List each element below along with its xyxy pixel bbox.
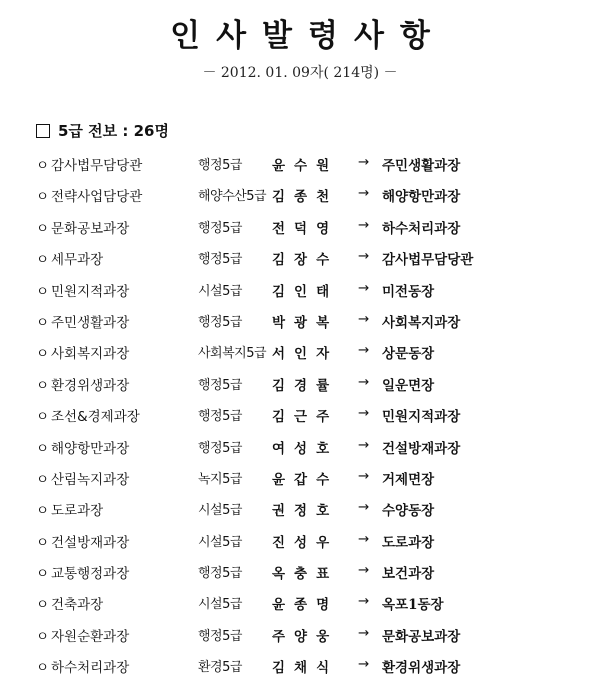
grade: 행정5급	[198, 314, 242, 330]
person-name: 김경률	[272, 377, 339, 394]
list-item	[36, 620, 596, 651]
bullet-icon: ㅇ	[36, 158, 50, 174]
list-item	[36, 400, 596, 431]
bullet-icon: ㅇ	[36, 566, 50, 583]
person-name: 옥충표	[272, 566, 339, 583]
arrow-icon: →	[358, 310, 370, 327]
arrow-icon: →	[358, 467, 370, 484]
person-name: 김장수	[272, 252, 339, 269]
bullet-icon: ㅇ	[36, 660, 50, 677]
new-post: 해양항만과장	[382, 189, 461, 206]
bullet-icon: ㅇ	[36, 471, 50, 488]
grade: 녹지5급	[198, 471, 242, 487]
bullet-icon: ㅇ	[36, 377, 50, 394]
person-name: 여성호	[272, 440, 339, 457]
arrow-icon: →	[358, 279, 370, 296]
person-name: 김인태	[272, 283, 339, 300]
previous-post: 감사법무담당관	[51, 158, 143, 174]
arrow-icon: →	[358, 216, 370, 233]
bullet-icon: ㅇ	[36, 314, 50, 331]
document-date: － 2012. 01. 09자( 214명) －	[202, 65, 398, 81]
previous-post: 주민생활과장	[51, 314, 130, 331]
person-name: 윤수원	[272, 158, 339, 174]
person-name: 김근주	[272, 409, 339, 426]
person-name: 서인자	[272, 346, 339, 363]
list-item	[36, 212, 596, 243]
section-label: 5급 전보 : 26명	[58, 122, 169, 140]
new-post: 일운면장	[382, 377, 435, 394]
bullet-icon: ㅇ	[36, 503, 50, 520]
person-name: 전덕영	[272, 220, 339, 237]
arrow-icon: →	[358, 248, 370, 265]
list-item	[36, 557, 596, 588]
new-post: 건설방재과장	[382, 440, 461, 457]
previous-post: 건설방재과장	[51, 534, 130, 551]
bullet-icon: ㅇ	[36, 628, 50, 645]
grade: 시설5급	[198, 534, 242, 550]
new-post: 주민생활과장	[382, 158, 461, 174]
new-post: 옥포1동장	[382, 597, 444, 614]
list-item	[36, 149, 596, 180]
person-name: 진성우	[272, 534, 339, 551]
list-item	[36, 369, 596, 400]
person-name: 박광복	[272, 314, 339, 331]
previous-post: 자원순환과장	[51, 628, 130, 645]
person-name: 김채식	[272, 660, 339, 677]
list-item	[36, 243, 596, 274]
list-item	[36, 463, 596, 494]
arrow-icon: →	[358, 530, 370, 547]
grade: 환경5급	[198, 660, 242, 676]
previous-post: 민원지적과장	[51, 283, 130, 300]
appointment-list	[36, 149, 596, 683]
list-item	[36, 180, 596, 211]
arrow-icon: →	[358, 405, 370, 422]
new-post: 환경위생과장	[382, 660, 461, 677]
bullet-icon: ㅇ	[36, 283, 50, 300]
previous-post: 전략사업담당관	[51, 189, 143, 206]
checkbox-icon	[36, 124, 50, 138]
new-post: 보건과장	[382, 566, 435, 583]
arrow-icon: →	[358, 624, 370, 641]
grade: 행정5급	[198, 566, 242, 582]
new-post: 거제면장	[382, 471, 435, 488]
arrow-icon: →	[358, 373, 370, 390]
previous-post: 문화공보과장	[51, 220, 130, 237]
grade: 시설5급	[198, 283, 242, 299]
list-item	[36, 651, 596, 682]
bullet-icon: ㅇ	[36, 409, 50, 426]
list-item	[36, 306, 596, 337]
previous-post: 조선&경제과장	[51, 409, 140, 426]
grade: 시설5급	[198, 597, 242, 613]
previous-post: 산림녹지과장	[51, 471, 130, 488]
previous-post: 하수처리과장	[51, 660, 130, 677]
new-post: 문화공보과장	[382, 628, 461, 645]
previous-post: 환경위생과장	[51, 377, 130, 394]
arrow-icon: →	[358, 436, 370, 453]
arrow-icon: →	[358, 185, 370, 202]
grade: 행정5급	[198, 440, 242, 456]
previous-post: 사회복지과장	[51, 346, 130, 363]
person-name: 김종천	[272, 189, 339, 206]
list-item	[36, 494, 596, 525]
grade: 행정5급	[198, 377, 242, 393]
list-item	[36, 432, 596, 463]
arrow-icon: →	[358, 562, 370, 579]
new-post: 수양동장	[382, 503, 435, 520]
bullet-icon: ㅇ	[36, 440, 50, 457]
new-post: 민원지적과장	[382, 409, 461, 426]
list-item	[36, 275, 596, 306]
new-post: 하수처리과장	[382, 220, 461, 237]
grade: 행정5급	[198, 252, 242, 268]
person-name: 윤종명	[272, 597, 339, 614]
grade: 해양수산5급	[198, 189, 267, 205]
grade: 행정5급	[198, 158, 242, 173]
new-post: 사회복지과장	[382, 314, 461, 331]
section-heading	[36, 120, 169, 141]
previous-post: 해양항만과장	[51, 440, 130, 457]
arrow-icon: →	[358, 499, 370, 516]
person-name: 권정호	[272, 503, 339, 520]
grade: 시설5급	[198, 503, 242, 519]
arrow-icon: →	[358, 154, 370, 170]
arrow-icon: →	[358, 342, 370, 359]
arrow-icon: →	[358, 593, 370, 610]
previous-post: 건축과장	[51, 597, 104, 614]
previous-post: 교통행정과장	[51, 566, 130, 583]
previous-post: 도로과장	[51, 503, 104, 520]
bullet-icon: ㅇ	[36, 189, 50, 206]
bullet-icon: ㅇ	[36, 220, 50, 237]
grade: 사회복지5급	[198, 346, 267, 362]
previous-post: 세무과장	[51, 252, 104, 269]
list-item	[36, 588, 596, 619]
bullet-icon: ㅇ	[36, 597, 50, 614]
new-post: 미전동장	[382, 283, 435, 300]
new-post: 상문동장	[382, 346, 435, 363]
arrow-icon: →	[358, 656, 370, 673]
grade: 행정5급	[198, 409, 242, 425]
bullet-icon: ㅇ	[36, 346, 50, 363]
bullet-icon: ㅇ	[36, 252, 50, 269]
person-name: 윤갑수	[272, 471, 339, 488]
list-item	[36, 526, 596, 557]
person-name: 주양웅	[272, 628, 339, 645]
grade: 행정5급	[198, 220, 242, 236]
new-post: 감사법무담당관	[382, 252, 474, 269]
document-title: 인사발령사항	[170, 18, 446, 54]
grade: 행정5급	[198, 628, 242, 644]
bullet-icon: ㅇ	[36, 534, 50, 551]
new-post: 도로과장	[382, 534, 435, 551]
list-item	[36, 337, 596, 368]
